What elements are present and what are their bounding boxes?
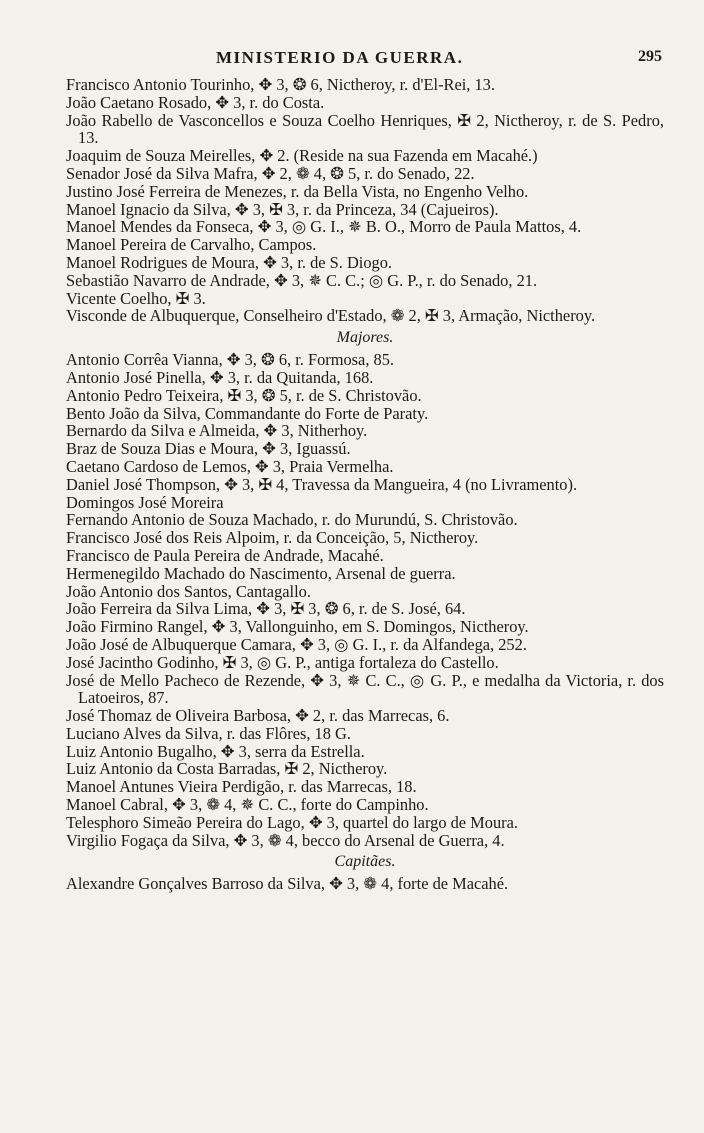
list-item: José Jacintho Godinho, ✠ 3, ◎ G. P., antiga fortaleza do Castello. <box>66 652 499 672</box>
list-item: Antonio Corrêa Vianna, ✥ 3, ❂ 6, r. Formosa, 85. <box>66 350 395 370</box>
list-item: José de Mello Pacheco de Rezende, ✥ 3, ✵ C. C., ◎ G. P., e medalha da Victoria, r. dos Latoeiros, 87. <box>66 670 664 708</box>
list-item: Telesphoro Simeão Pereira do Lago, ✥ 3, quartel do largo de Moura. <box>66 812 518 832</box>
section-heading-majores: Majores. <box>336 329 394 347</box>
list-item: Virgilio Fogaça da Silva, ✥ 3, ❁ 4, becco do Arsenal de Guerra, 4. <box>66 830 505 850</box>
running-header <box>66 40 664 76</box>
list-item: Manoel Rodrigues de Moura, ✥ 3, r. de S. Diogo. <box>66 252 393 272</box>
list-item: Alexandre Gonçalves Barroso da Silva, ✥ 3, ❁ 4, forte de Macahé. <box>66 874 509 894</box>
page-title: MINISTERIO DA GUERRA. <box>216 48 464 67</box>
list-item: Luiz Antonio da Costa Barradas, ✠ 2, Nictheroy. <box>66 759 388 779</box>
list-item: Luiz Antonio Bugalho, ✥ 3, serra da Estrella. <box>66 741 365 761</box>
list-item: José Thomaz de Oliveira Barbosa, ✥ 2, r. das Marrecas, 6. <box>66 706 450 726</box>
list-item: João José de Albuquerque Camara, ✥ 3, ◎ G. I., r. da Alfandega, 252. <box>66 634 527 654</box>
list-item: Luciano Alves da Silva, r. das Flôres, 18 G. <box>66 723 351 743</box>
list-item: Joaquim de Souza Meirelles, ✥ 2. (Reside na sua Fazenda em Macahé.) <box>66 146 538 166</box>
list-item: Francisco José dos Reis Alpoim, r. da Conceição, 5, Nictheroy. <box>66 528 479 548</box>
list-item: Fernando Antonio de Souza Machado, r. do Murundú, S. Christovão. <box>66 510 518 530</box>
list-item: Senador José da Silva Mafra, ✥ 2, ❁ 4, ❂ 5, r. do Senado, 22. <box>66 163 475 183</box>
list-item: Domingos José Moreira <box>66 492 224 512</box>
list-item: Hermenegildo Machado do Nascimento, Arsenal de guerra. <box>66 563 456 583</box>
list-item: Manoel Antunes Vieira Perdigão, r. das Marrecas, 18. <box>66 777 417 797</box>
list-item: Antonio Pedro Teixeira, ✠ 3, ❂ 5, r. de S. Christovão. <box>66 385 422 405</box>
list-item: Manoel Ignacio da Silva, ✥ 3, ✠ 3, r. da Princeza, 34 (Cajueiros). <box>66 199 499 219</box>
list-item: Francisco Antonio Tourinho, ✥ 3, ❂ 6, Nictheroy, r. d'El-Rei, 13. <box>66 75 495 94</box>
list-item: Francisco de Paula Pereira de Andrade, Macahé. <box>66 545 384 565</box>
list-item: João Rabello de Vasconcellos e Souza Coelho Henriques, ✠ 2, Nictheroy, r. de S. Pedro, 13. <box>66 110 664 148</box>
section-heading-capitaes: Capitães. <box>334 853 396 871</box>
list-item: Manoel Cabral, ✥ 3, ❁ 4, ✵ C. C., forte do Campinho. <box>66 795 429 815</box>
list-item: Braz de Souza Dias e Moura, ✥ 3, Iguassú. <box>66 439 351 459</box>
entry-list-capitaes <box>66 875 664 893</box>
entry-list <box>66 76 664 325</box>
list-item: Sebastião Navarro de Andrade, ✥ 3, ✵ C. C.; ◎ G. P., r. do Senado, 21. <box>66 270 538 290</box>
list-item: João Caetano Rosado, ✥ 3, r. do Costa. <box>66 92 325 112</box>
list-item: João Antonio dos Santos, Cantagallo. <box>66 581 311 601</box>
list-item: João Firmino Rangel, ✥ 3, Vallonguinho, em S. Domingos, Nictheroy. <box>66 617 529 637</box>
list-item: Caetano Cardoso de Lemos, ✥ 3, Praia Vermelha. <box>66 456 394 476</box>
list-item: Bernardo da Silva e Almeida, ✥ 3, Nitherhoy. <box>66 421 368 441</box>
entry-list-majores <box>66 351 664 849</box>
list-item: Vicente Coelho, ✠ 3. <box>66 288 206 308</box>
list-item: João Ferreira da Silva Lima, ✥ 3, ✠ 3, ❂ 6, r. de S. José, 64. <box>66 599 466 619</box>
list-item: Bento João da Silva, Commandante do Forte de Paraty. <box>66 403 429 423</box>
list-item: Visconde de Albuquerque, Conselheiro d'Estado, ❁ 2, ✠ 3, Armação, Nictheroy. <box>66 306 596 326</box>
list-item: Daniel José Thompson, ✥ 3, ✠ 4, Travessa da Mangueira, 4 (no Livramento). <box>66 474 578 494</box>
list-item: Antonio José Pinella, ✥ 3, r. da Quitanda, 168. <box>66 367 374 387</box>
list-item: Justino José Ferreira de Menezes, r. da Bella Vista, no Engenho Velho. <box>66 181 529 201</box>
list-item: Manoel Pereira de Carvalho, Campos. <box>66 235 317 255</box>
page-number: 295 <box>638 48 662 65</box>
list-item: Manoel Mendes da Fonseca, ✥ 3, ◎ G. I., ✵ B. O., Morro de Paula Mattos, 4. <box>66 217 582 237</box>
